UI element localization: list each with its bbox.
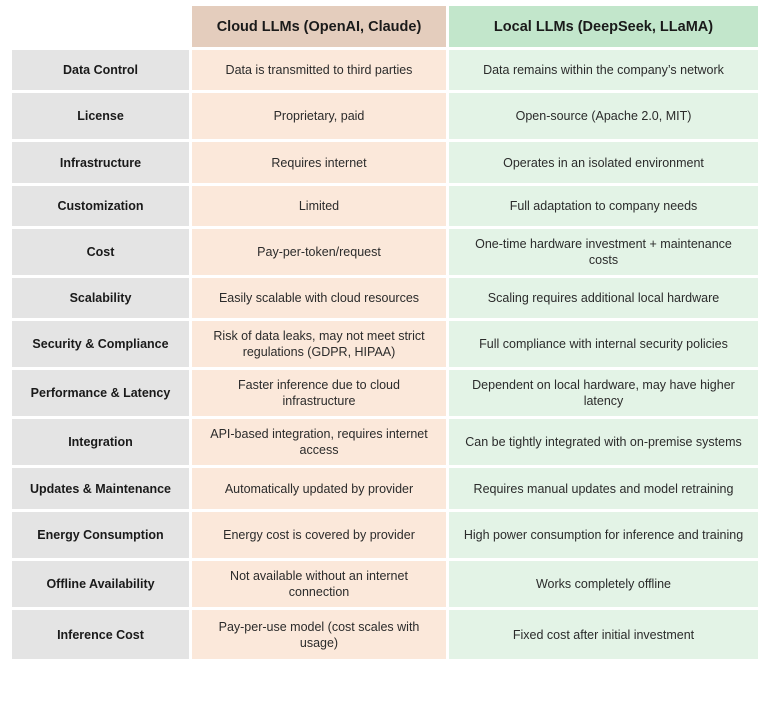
local-cell: Can be tightly integrated with on-premise systems	[449, 419, 758, 465]
row-label: Security & Compliance	[12, 321, 189, 367]
table-row	[12, 186, 758, 229]
cloud-cell: Energy cost is covered by provider	[192, 512, 446, 558]
local-cell: Full adaptation to company needs	[449, 186, 758, 226]
local-cell: Fixed cost after initial investment	[449, 610, 758, 659]
cloud-cell: Risk of data leaks, may not meet strict regulations (GDPR, HIPAA)	[192, 321, 446, 367]
table-row	[12, 610, 758, 659]
local-cell: Requires manual updates and model retraining	[449, 468, 758, 509]
table-row	[12, 468, 758, 512]
table-row	[12, 321, 758, 370]
local-cell: Dependent on local hardware, may have higher latency	[449, 370, 758, 416]
cloud-cell: Requires internet	[192, 142, 446, 183]
row-label: Scalability	[12, 278, 189, 318]
row-label: Integration	[12, 419, 189, 465]
cloud-cell: Data is transmitted to third parties	[192, 50, 446, 90]
row-label: License	[12, 93, 189, 139]
cloud-cell: Not available without an internet connection	[192, 561, 446, 607]
local-cell: Open-source (Apache 2.0, MIT)	[449, 93, 758, 139]
local-cell: One-time hardware investment + maintenance costs	[449, 229, 758, 275]
row-label: Energy Consumption	[12, 512, 189, 558]
header-local-llms: Local LLMs (DeepSeek, LLaMA)	[449, 6, 758, 47]
cloud-cell: Pay-per-token/request	[192, 229, 446, 275]
row-label: Data Control	[12, 50, 189, 90]
header-empty-cell	[12, 6, 189, 47]
local-cell: Scaling requires additional local hardware	[449, 278, 758, 318]
table-header-row	[12, 6, 758, 50]
comparison-table	[12, 6, 758, 659]
cloud-cell: Automatically updated by provider	[192, 468, 446, 509]
local-cell: Works completely offline	[449, 561, 758, 607]
local-cell: Data remains within the company’s network	[449, 50, 758, 90]
row-label: Performance & Latency	[12, 370, 189, 416]
table-row	[12, 142, 758, 186]
row-label: Offline Availability	[12, 561, 189, 607]
row-label: Inference Cost	[12, 610, 189, 659]
table-row	[12, 512, 758, 561]
local-cell: Full compliance with internal security policies	[449, 321, 758, 367]
row-label: Updates & Maintenance	[12, 468, 189, 509]
local-cell: Operates in an isolated environment	[449, 142, 758, 183]
row-label: Customization	[12, 186, 189, 226]
cloud-cell: Limited	[192, 186, 446, 226]
table-row	[12, 561, 758, 610]
table-row	[12, 278, 758, 321]
header-cloud-llms: Cloud LLMs (OpenAI, Claude)	[192, 6, 446, 47]
local-cell: High power consumption for inference and training	[449, 512, 758, 558]
table-row	[12, 93, 758, 142]
cloud-cell: Faster inference due to cloud infrastructure	[192, 370, 446, 416]
row-label: Cost	[12, 229, 189, 275]
cloud-cell: API-based integration, requires internet access	[192, 419, 446, 465]
table-row	[12, 229, 758, 278]
table-row	[12, 419, 758, 468]
row-label: Infrastructure	[12, 142, 189, 183]
table-row	[12, 370, 758, 419]
cloud-cell: Pay-per-use model (cost scales with usage)	[192, 610, 446, 659]
cloud-cell: Proprietary, paid	[192, 93, 446, 139]
table-row	[12, 50, 758, 93]
cloud-cell: Easily scalable with cloud resources	[192, 278, 446, 318]
